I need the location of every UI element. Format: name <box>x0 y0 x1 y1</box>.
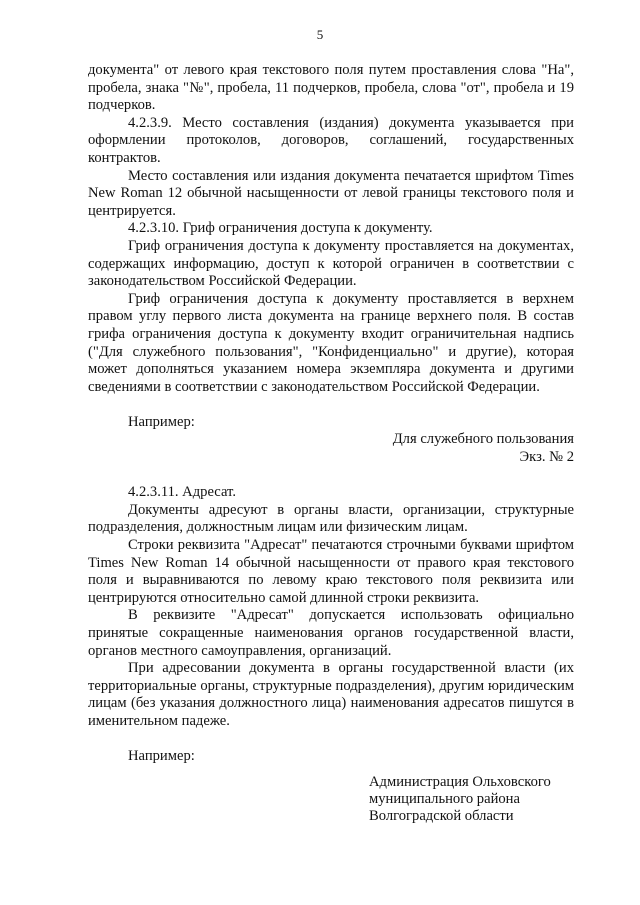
addressee-line: Волгоградской области <box>369 807 514 824</box>
paragraph-access-stamp-usage: Гриф ограничения доступа к документу проставляется на документах, содержащих информацию, доступ к которой ограничен в соответствии с законодательством Российской Федерации. <box>88 237 574 290</box>
document-body <box>88 62 574 825</box>
paragraph-access-stamp-placement: Гриф ограничения доступа к документу проставляется в верхнем правом углу первого листа документа на границе верхнего поля. В состав грифа ограничения доступа к документу входит ограничительная надпись ("Для служебного пользования", "Конфиденциально" и другие), которая может дополняться указанием номера экземпляра документа и другими сведениями в соответствии с законодательством Российской Федерации. <box>88 290 574 395</box>
example-label: Например: <box>128 748 195 765</box>
paragraph-place-of-issue-format: Место составления или издания документа печатается шрифтом Times New Roman 12 обычной насыщенности от левой границы текстового поля и центрируется. <box>88 167 574 219</box>
spacer <box>88 467 574 485</box>
copy-number-line: Экз. № 2 <box>519 449 574 466</box>
addressee-line: муниципального района <box>369 790 520 807</box>
paragraph-addressee-format: Строки реквизита "Адресат" печатаются строчными буквами шрифтом Times New Roman 14 обычной насыщенности от правого края текстового поля и выравниваются по левому краю текстового поля реквизита или центрируются относительно самой длинной строки реквизита. <box>88 537 574 606</box>
addressee-line: Администрация Ольховского <box>369 773 551 790</box>
paragraph-addressee-recipients: Документы адресуют в органы власти, организации, структурные подразделения, должностным лицам или физическим лицам. <box>88 501 574 536</box>
spacer <box>88 766 574 774</box>
paragraph-registration-number-continuation: документа" от левого края текстового поля путем проставления слова "На", пробела, знака "№", пробела, 11 подчерков, пробела, слова "от", пробела и 19 подчерков. <box>88 62 574 114</box>
access-stamp-example <box>88 431 574 466</box>
access-stamp-line: Для служебного пользования <box>392 431 574 448</box>
paragraph-access-stamp-heading: 4.2.3.10. Гриф ограничения доступа к документу. <box>128 220 433 237</box>
spacer <box>88 396 574 414</box>
paragraph-place-of-issue-heading: 4.2.3.9. Место составления (издания) документа указывается при оформлении протоколов, договоров, соглашений, государственных контрактов. <box>88 114 574 166</box>
example-label: Например: <box>128 413 195 430</box>
paragraph-addressee-case: При адресовании документа в органы государственной власти (их территориальные органы, структурные подразделения), другим юридическим лицам (без указания должностного лица) наименования адресатов пишутся в именительном падеже. <box>88 660 574 729</box>
paragraph-addressee-heading: 4.2.3.11. Адресат. <box>128 484 236 501</box>
spacer <box>88 731 574 749</box>
paragraph-addressee-abbreviations: В реквизите "Адресат" допускается использовать официально принятые сокращенные наименования органов государственной власти, органов местного самоуправления, организаций. <box>88 607 574 659</box>
page-number: 5 <box>316 27 324 42</box>
addressee-example <box>369 774 574 825</box>
